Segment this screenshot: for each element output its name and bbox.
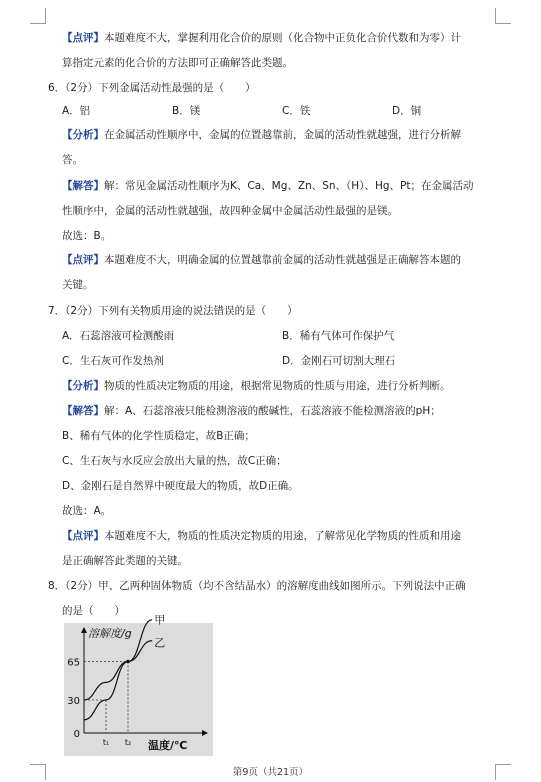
comment-text: 关键。 bbox=[62, 279, 94, 291]
q7-answer-line: B、稀有气体的化学性质稳定，故B正确； bbox=[62, 430, 255, 442]
series-label: 甲 bbox=[154, 613, 166, 627]
comment-line bbox=[62, 56, 293, 70]
page-footer: 第9页（共21页） bbox=[232, 767, 309, 778]
comment-tag: 【点评】 bbox=[62, 254, 104, 266]
q7-analysis-line bbox=[62, 379, 451, 393]
q7-answer-line: D、金刚石是自然界中硬度最大的物质，故D正确。 bbox=[62, 480, 299, 492]
q6-answer-line bbox=[62, 204, 398, 218]
q7-answer-line bbox=[62, 404, 441, 418]
answer-text: 性顺序中，金属的活动性就越强，故四种金属中金属活动性最强的是镁。 bbox=[62, 205, 398, 217]
q7-comment-line bbox=[62, 529, 461, 543]
comment-text: 本题难度不大，物质的性质决定物质的用途，了解常见化学物质的性质和用途 bbox=[104, 530, 461, 542]
q6-option-c: C．铁 bbox=[282, 105, 311, 117]
q6-answer-line bbox=[62, 179, 473, 193]
crop-mark-top-left bbox=[45, 8, 46, 24]
q6-comment-line bbox=[62, 253, 461, 267]
comment-tag: 【点评】 bbox=[62, 530, 104, 542]
answer-text: 解：A、石蕊溶液只能检测溶液的酸碱性，石蕊溶液不能检测溶液的pH； bbox=[104, 405, 441, 417]
crop-mark-top-right bbox=[495, 8, 496, 24]
q7-option-c: C．生石灰可作发热剂 bbox=[62, 355, 164, 367]
answer-tag: 【解答】 bbox=[62, 405, 104, 417]
q7-choice: 故选：A。 bbox=[62, 505, 112, 517]
analysis-text: 答。 bbox=[62, 154, 83, 166]
comment-text: 算指定元素的化合价的方法即可正确解答此类题。 bbox=[62, 57, 293, 69]
x-axis-label: 温度/℃ bbox=[148, 739, 188, 752]
q6-option-b: B．镁 bbox=[172, 105, 201, 117]
analysis-tag: 【分析】 bbox=[62, 129, 104, 141]
q6-choice: 故选：B。 bbox=[62, 230, 112, 242]
y-tick-label: 30 bbox=[67, 696, 80, 707]
comment-tag: 【点评】 bbox=[62, 32, 104, 44]
comment-text: 本题难度不大，明确金属的位置越靠前金属的活动性就越强是正确解答本题的 bbox=[104, 254, 461, 266]
series-label: 乙 bbox=[154, 636, 166, 650]
crop-mark-top-left-h bbox=[30, 23, 46, 24]
q6-option-d: D．铜 bbox=[392, 105, 422, 117]
answer-text: 解：常见金属活动性顺序为K、Ca、Mg、Zn、Sn、（H）、Hg、Pt；在金属活动 bbox=[104, 180, 474, 192]
q6-analysis-line bbox=[62, 128, 461, 142]
y-axis-label: 溶解度/g bbox=[88, 627, 132, 640]
intersection-point bbox=[126, 660, 130, 664]
answer-tag: 【解答】 bbox=[62, 180, 104, 192]
x-tick-label: t₂ bbox=[124, 738, 132, 747]
question-7-stem: 7．（2分）下列有关物质用途的说法错误的是（ ） bbox=[48, 305, 298, 317]
comment-text: 本题难度不大，掌握利用化合价的原则（化合物中正负化合价代数和为零）计 bbox=[104, 32, 461, 44]
y-tick-label: 65 bbox=[67, 657, 80, 669]
q7-option-a: A．石蕊溶液可检测酸雨 bbox=[62, 330, 175, 342]
y-axis-arrow bbox=[81, 627, 87, 633]
solubility-chart bbox=[64, 613, 213, 756]
crop-mark-top-right-h bbox=[495, 23, 511, 24]
x-axis-arrow bbox=[202, 730, 208, 736]
q6-comment-line bbox=[62, 278, 94, 292]
q6-analysis-line bbox=[62, 153, 83, 167]
x-tick-label: t₁ bbox=[102, 738, 110, 747]
question-6-stem: 6．（2分）下列金属活动性最强的是（ ） bbox=[48, 82, 256, 94]
analysis-tag: 【分析】 bbox=[62, 380, 104, 392]
q7-answer-line: C、生石灰与水反应会放出大量的热，故C正确； bbox=[62, 455, 287, 467]
y-tick-label: 0 bbox=[73, 729, 80, 740]
analysis-text: 物质的性质决定物质的用途，根据常见物质的性质与用途，进行分析判断。 bbox=[104, 380, 451, 392]
q6-option-a: A．铝 bbox=[62, 105, 91, 117]
solubility-chart-svg bbox=[64, 613, 213, 756]
analysis-text: 在金属活动性顺序中，金属的位置越靠前，金属的活动性就越强，进行分析解 bbox=[104, 129, 461, 141]
question-8-stem: 8．（2分）甲、乙两种固体物质（均不含结晶水）的溶解度曲线如图所示。下列说法中正确 bbox=[48, 580, 466, 592]
comment-line bbox=[62, 31, 461, 45]
q7-comment-line bbox=[62, 554, 188, 568]
comment-text: 是正确解答此类题的关键。 bbox=[62, 555, 188, 567]
q7-option-d: D．金刚石可切割大理石 bbox=[282, 355, 396, 367]
series-line-1 bbox=[84, 641, 152, 700]
question-8-stem-cont: 的是（ ） bbox=[62, 605, 125, 617]
q7-option-b: B．稀有气体可作保护气 bbox=[282, 330, 395, 342]
